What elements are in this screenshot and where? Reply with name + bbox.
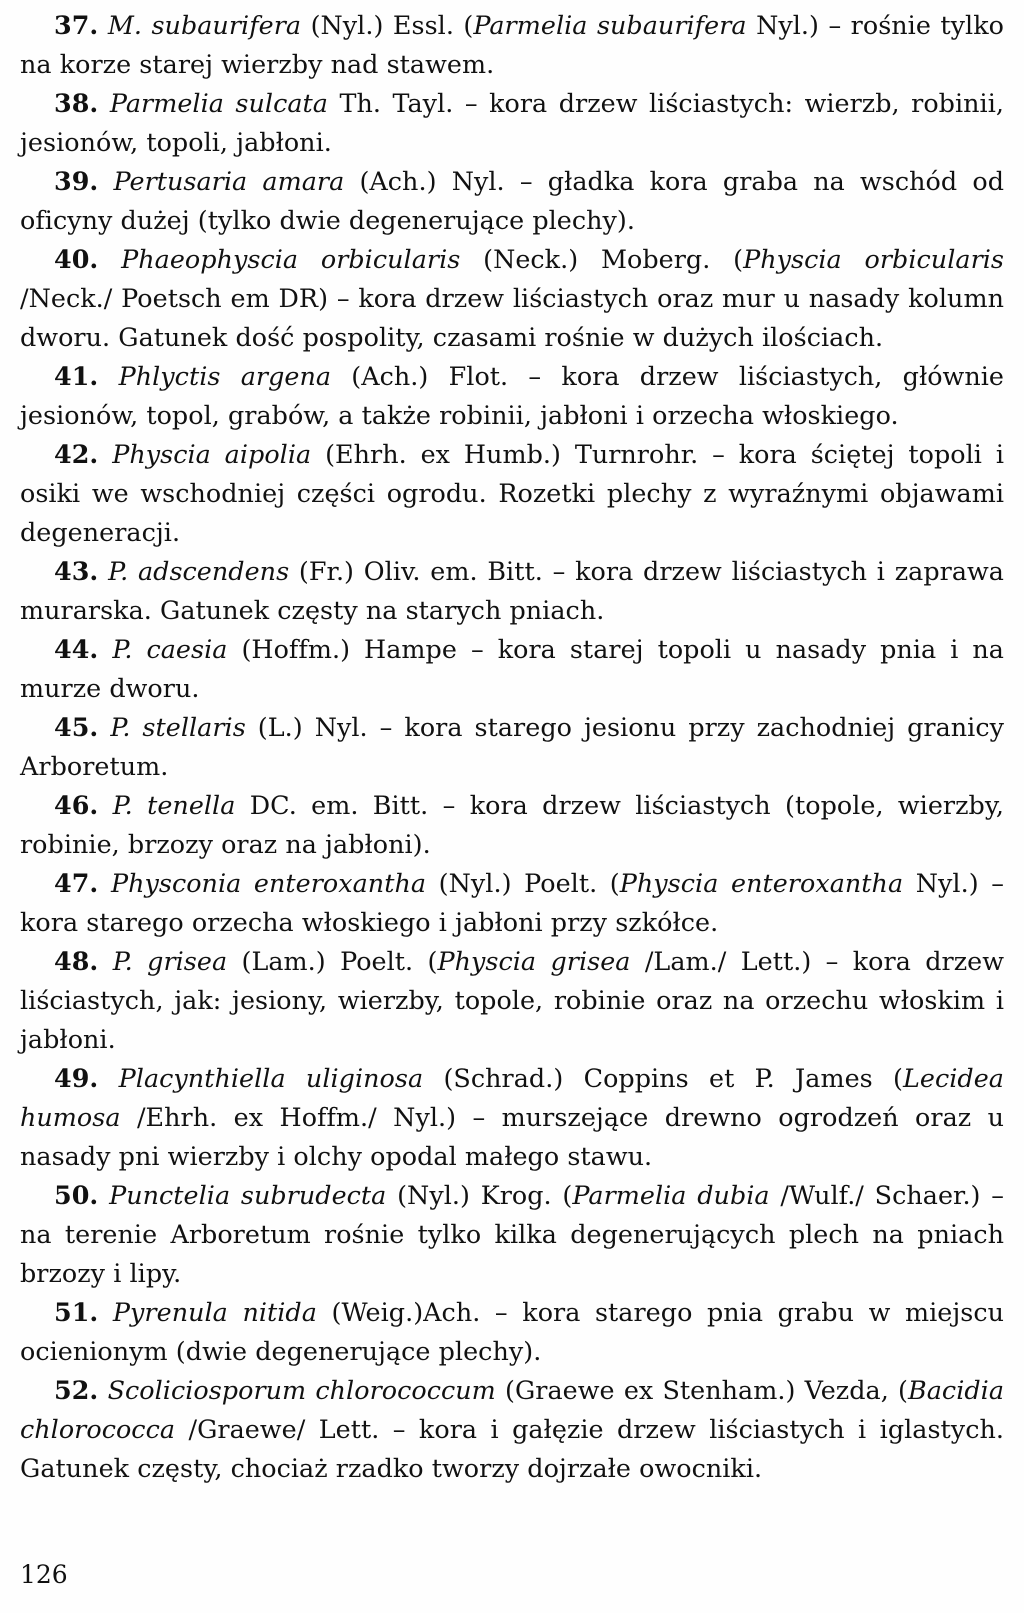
entry-number: 41. — [54, 361, 99, 391]
taxon-name: P. stellaris — [110, 712, 246, 742]
taxon-name: Physcia grisea — [437, 946, 631, 976]
entry-number: 46. — [54, 790, 99, 820]
taxon-name: Bacidia chlorococca — [20, 1375, 1005, 1444]
entry-text: /Graewe/ Lett. – kora i gałęzie drzew liściastych i iglastych. Gatunek częsty, chociaż rzadko tworzy dojrzałe owocniki. — [20, 1414, 1004, 1483]
taxon-name: Pertusaria amara — [113, 166, 345, 196]
entry-number: 43. — [54, 556, 99, 586]
taxon-name: Lecidea humosa — [20, 1063, 1004, 1132]
species-entry — [20, 864, 1004, 942]
entry-text: (L.) Nyl. – kora starego jesionu przy zachodniej granicy Arboretum. — [20, 712, 1005, 781]
entry-number: 45. — [54, 712, 99, 742]
taxon-name: P. caesia — [112, 634, 228, 664]
entry-number: 47. — [54, 868, 99, 898]
species-entry — [20, 6, 1004, 84]
taxon-name: Parmelia dubia — [572, 1180, 770, 1210]
species-entry — [20, 630, 1004, 708]
entry-number: 38. — [54, 88, 99, 118]
taxon-name: Placynthiella uliginosa — [118, 1063, 424, 1093]
taxon-name: Pyrenula nitida — [112, 1297, 317, 1327]
species-entry — [20, 357, 1004, 435]
entry-text: (Hoffm.) Hampe – kora starej topoli u nasady pnia i na murze dworu. — [20, 634, 1004, 703]
entry-text: /Wulf./ Schaer.) – na terenie Arboretum rośnie tylko kilka degenerujących plech na pniach brzozy i lipy. — [20, 1180, 1005, 1288]
taxon-name: Physcia aipolia — [112, 439, 312, 469]
species-entry — [20, 942, 1004, 1059]
species-entry — [20, 1293, 1004, 1371]
species-entry — [20, 162, 1004, 240]
taxon-name: Parmelia sulcata — [109, 88, 328, 118]
entry-number: 49. — [54, 1063, 99, 1093]
entry-number: 50. — [54, 1180, 99, 1210]
species-entry — [20, 435, 1004, 552]
taxon-name: Physcia enteroxantha — [619, 868, 904, 898]
taxon-name: P. grisea — [112, 946, 228, 976]
entry-number: 52. — [54, 1375, 99, 1405]
entry-number: 39. — [54, 166, 99, 196]
entry-text: (Fr.) Oliv. em. Bitt. – kora drzew liściastych i zaprawa murarska. Gatunek częsty na starych pniach. — [20, 556, 1004, 625]
entry-text: (Ach.) Flot. – kora drzew liściastych, głównie jesionów, topol, grabów, a także robinii, jabłoni i orzecha włoskiego. — [20, 361, 1004, 430]
taxon-name: Physconia enteroxantha — [110, 868, 427, 898]
taxon-name: P. adscendens — [108, 556, 290, 586]
taxon-name: Punctelia subrudecta — [109, 1180, 387, 1210]
species-entry — [20, 552, 1004, 630]
entry-text: (Neck.) Moberg. ( — [460, 244, 744, 274]
page-number: 126 — [20, 1560, 68, 1589]
entry-text: (Graewe ex Stenham.) Vezda, ( — [495, 1375, 909, 1405]
entry-text: (Nyl.) Essl. ( — [301, 10, 474, 40]
entry-text: (Schrad.) Coppins et P. James ( — [423, 1063, 903, 1093]
entry-text: Nyl.) – kora starego orzecha włoskiego i jabłoni przy szkółce. — [20, 868, 1004, 937]
species-entry — [20, 1176, 1004, 1293]
species-list — [20, 6, 1004, 1488]
taxon-name: M. subaurifera — [107, 10, 302, 40]
entry-text: DC. em. Bitt. – kora drzew liściastych (topole, wierzby, robinie, brzozy oraz na jabłoni). — [20, 790, 1004, 859]
taxon-name: Phaeophyscia orbicularis — [121, 244, 461, 274]
entry-number: 44. — [54, 634, 99, 664]
species-entry — [20, 708, 1004, 786]
entry-number: 48. — [54, 946, 99, 976]
species-entry — [20, 786, 1004, 864]
taxon-name: Phlyctis argena — [118, 361, 332, 391]
entry-text: /Ehrh. ex Hoffm./ Nyl.) – murszejące drewno ogrodzeń oraz u nasady pni wierzby i olchy opodal małego stawu. — [20, 1102, 1004, 1171]
entry-number: 40. — [54, 244, 99, 274]
species-entry — [20, 1371, 1004, 1488]
entry-number: 51. — [54, 1297, 99, 1327]
entry-text: (Ehrh. ex Humb.) Turnrohr. – kora ściętej topoli i osiki we wschodniej części ogrodu. Rozetki plechy z wyraźnymi objawami degeneracji. — [20, 439, 1004, 547]
entry-number: 42. — [54, 439, 99, 469]
species-entry — [20, 84, 1004, 162]
entry-text: (Nyl.) Krog. ( — [386, 1180, 573, 1210]
species-entry — [20, 1059, 1004, 1176]
entry-text: Nyl.) – rośnie tylko na korze starej wierzby nad stawem. — [20, 10, 1004, 79]
taxon-name: P. tenella — [112, 790, 236, 820]
entry-text: /Lam./ Lett.) – kora drzew liściastych, jak: jesiony, wierzby, topole, robinie oraz na orzechu włoskim i jabłoni. — [20, 946, 1005, 1054]
taxon-name: Parmelia subaurifera — [473, 10, 747, 40]
species-entry — [20, 240, 1004, 357]
taxon-name: Scoliciosporum chlorococcum — [107, 1375, 496, 1405]
entry-number: 37. — [54, 10, 99, 40]
entry-text: /Neck./ Poetsch em DR) – kora drzew liściastych oraz mur u nasady kolumn dworu. Gatunek dość pospolity, czasami rośnie w dużych ilościach. — [20, 283, 1004, 352]
entry-text: (Weig.)Ach. – kora starego pnia grabu w miejscu ocienionym (dwie degenerujące plechy). — [20, 1297, 1004, 1366]
entry-text: Th. Tayl. – kora drzew liściastych: wierzb, robinii, jesionów, topoli, jabłoni. — [20, 88, 1004, 157]
entry-text: (Lam.) Poelt. ( — [227, 946, 438, 976]
taxon-name: Physcia orbicularis — [743, 244, 1005, 274]
entry-text: (Nyl.) Poelt. ( — [426, 868, 620, 898]
entry-text: (Ach.) Nyl. – gładka kora graba na wschód od oficyny dużej (tylko dwie degenerujące plechy). — [20, 166, 1004, 235]
